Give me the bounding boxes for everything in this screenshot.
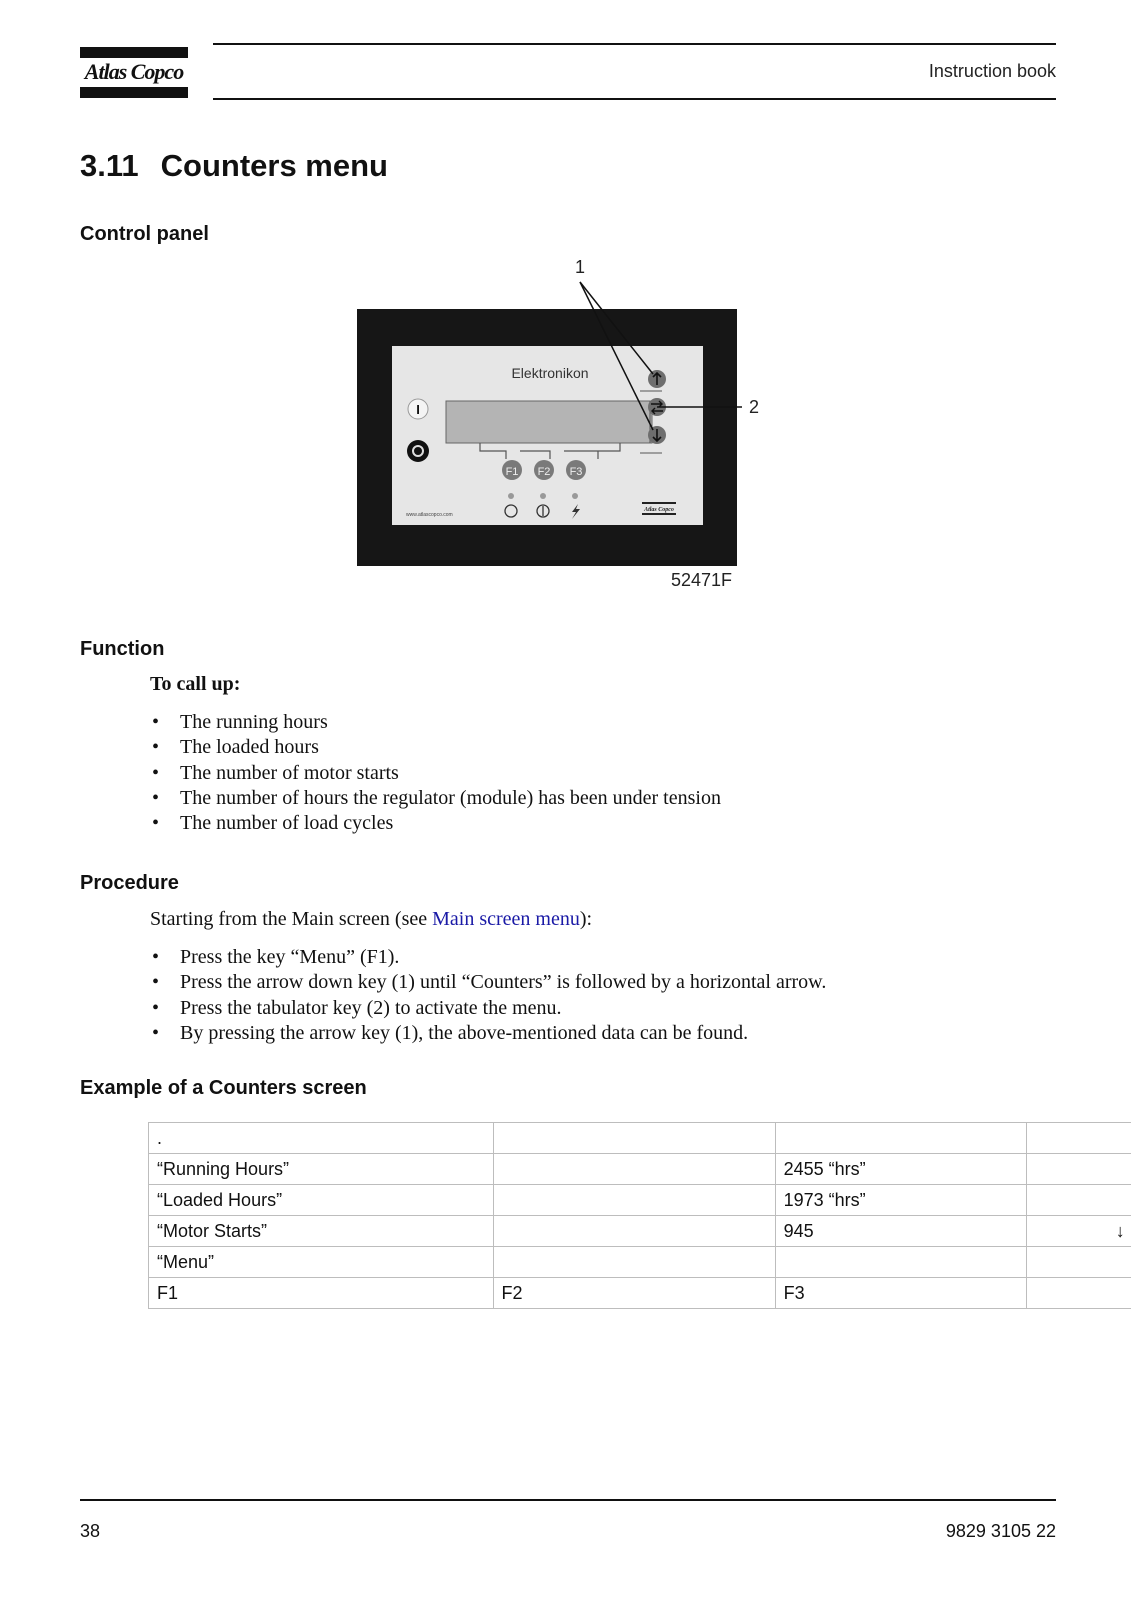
intro-text-after: ): xyxy=(579,908,593,930)
table-cell: “Menu” xyxy=(149,1247,494,1278)
control-panel-figure xyxy=(340,260,790,600)
page-number: 38 xyxy=(80,1521,101,1541)
table-cell xyxy=(493,1247,775,1278)
table-cell xyxy=(493,1216,775,1247)
list-item: • The loaded hours xyxy=(150,735,721,760)
stop-button-icon xyxy=(407,440,429,462)
led-auto xyxy=(508,493,514,499)
table-cell: F3 xyxy=(775,1278,1026,1309)
down-arrow-icon: ↓ xyxy=(1026,1216,1131,1247)
table-cell xyxy=(1026,1278,1131,1309)
table-cell xyxy=(1026,1185,1131,1216)
key-f3-label: F3 xyxy=(569,466,583,478)
atlas-copco-logo: Atlas Copco xyxy=(84,59,184,84)
table-row xyxy=(149,1216,1131,1247)
procedure-steps xyxy=(150,945,826,1046)
header-label: Instruction book xyxy=(928,61,1056,81)
header-rule-bottom xyxy=(213,98,1056,100)
figure-code: 52471F xyxy=(671,570,733,590)
table-row xyxy=(149,1278,1131,1309)
footer-rule xyxy=(80,1499,1056,1501)
procedure-intro xyxy=(150,908,592,931)
table-cell: F2 xyxy=(493,1278,775,1309)
table-cell: F1 xyxy=(149,1278,494,1309)
table-cell xyxy=(1026,1123,1131,1154)
start-button-label: I xyxy=(416,402,420,417)
control-panel-heading: Control panel xyxy=(80,223,209,245)
list-item: • By pressing the arrow key (1), the above-mentioned data can be found. xyxy=(150,1021,826,1046)
table-cell xyxy=(493,1185,775,1216)
key-f1-label: F1 xyxy=(505,466,519,478)
table-row xyxy=(149,1123,1131,1154)
list-item: • The number of hours the regulator (module) has been under tension xyxy=(150,786,721,811)
control-panel-illustration xyxy=(340,260,790,600)
table-cell: 945 xyxy=(775,1216,1026,1247)
table-cell: 1973 “hrs” xyxy=(775,1185,1026,1216)
list-item: • The number of load cycles xyxy=(150,811,721,836)
header-rule-top xyxy=(213,43,1056,45)
procedure-heading: Procedure xyxy=(80,872,179,894)
list-item: • Press the tabulator key (2) to activate the menu. xyxy=(150,996,826,1021)
table-cell xyxy=(493,1123,775,1154)
table-row xyxy=(149,1185,1131,1216)
section-title: Counters menu xyxy=(160,148,388,183)
table-cell xyxy=(775,1247,1026,1278)
led-alarm xyxy=(572,493,578,499)
table-cell xyxy=(775,1123,1026,1154)
display-screen xyxy=(446,401,652,443)
intro-text-before: Starting from the Main screen (see xyxy=(150,908,433,930)
table-cell: 2455 “hrs” xyxy=(775,1154,1026,1185)
list-item: • The number of motor starts xyxy=(150,761,721,786)
counters-screen-table xyxy=(148,1122,1131,1309)
table-cell xyxy=(1026,1154,1131,1185)
table-cell: “Running Hours” xyxy=(149,1154,494,1185)
brand-label: Elektronikon xyxy=(511,365,589,381)
led-voltage xyxy=(540,493,546,499)
callout-1-label: 1 xyxy=(574,260,586,277)
logo-bar-top xyxy=(80,47,188,58)
table-row xyxy=(149,1247,1131,1278)
page-title xyxy=(80,148,388,184)
table-cell xyxy=(1026,1247,1131,1278)
key-f2-label: F2 xyxy=(537,466,551,478)
table-cell: . xyxy=(149,1123,494,1154)
logo-bar-bottom xyxy=(80,87,188,98)
table-cell xyxy=(493,1154,775,1185)
small-logo: Atlas Copco xyxy=(644,507,674,513)
callout-2-label: 2 xyxy=(748,397,760,417)
list-item: • The running hours xyxy=(150,710,721,735)
call-up-label: To call up: xyxy=(150,673,241,695)
function-list xyxy=(150,710,721,836)
list-item: • Press the arrow down key (1) until “Counters” is followed by a horizontal arrow. xyxy=(150,970,826,995)
list-item: • Press the key “Menu” (F1). xyxy=(150,945,826,970)
section-number: 3.11 xyxy=(80,148,139,183)
table-row xyxy=(149,1154,1131,1185)
document-number: 9829 3105 22 xyxy=(945,1521,1056,1541)
website-label: www.atlascopco.com xyxy=(406,512,453,518)
function-heading: Function xyxy=(80,638,165,660)
table-cell: “Motor Starts” xyxy=(149,1216,494,1247)
example-heading: Example of a Counters screen xyxy=(80,1077,367,1099)
small-logo-bar-top xyxy=(642,502,676,504)
small-logo-bar-bottom xyxy=(642,513,676,515)
table-cell: “Loaded Hours” xyxy=(149,1185,494,1216)
main-screen-menu-link[interactable]: Main screen menu xyxy=(432,908,580,930)
